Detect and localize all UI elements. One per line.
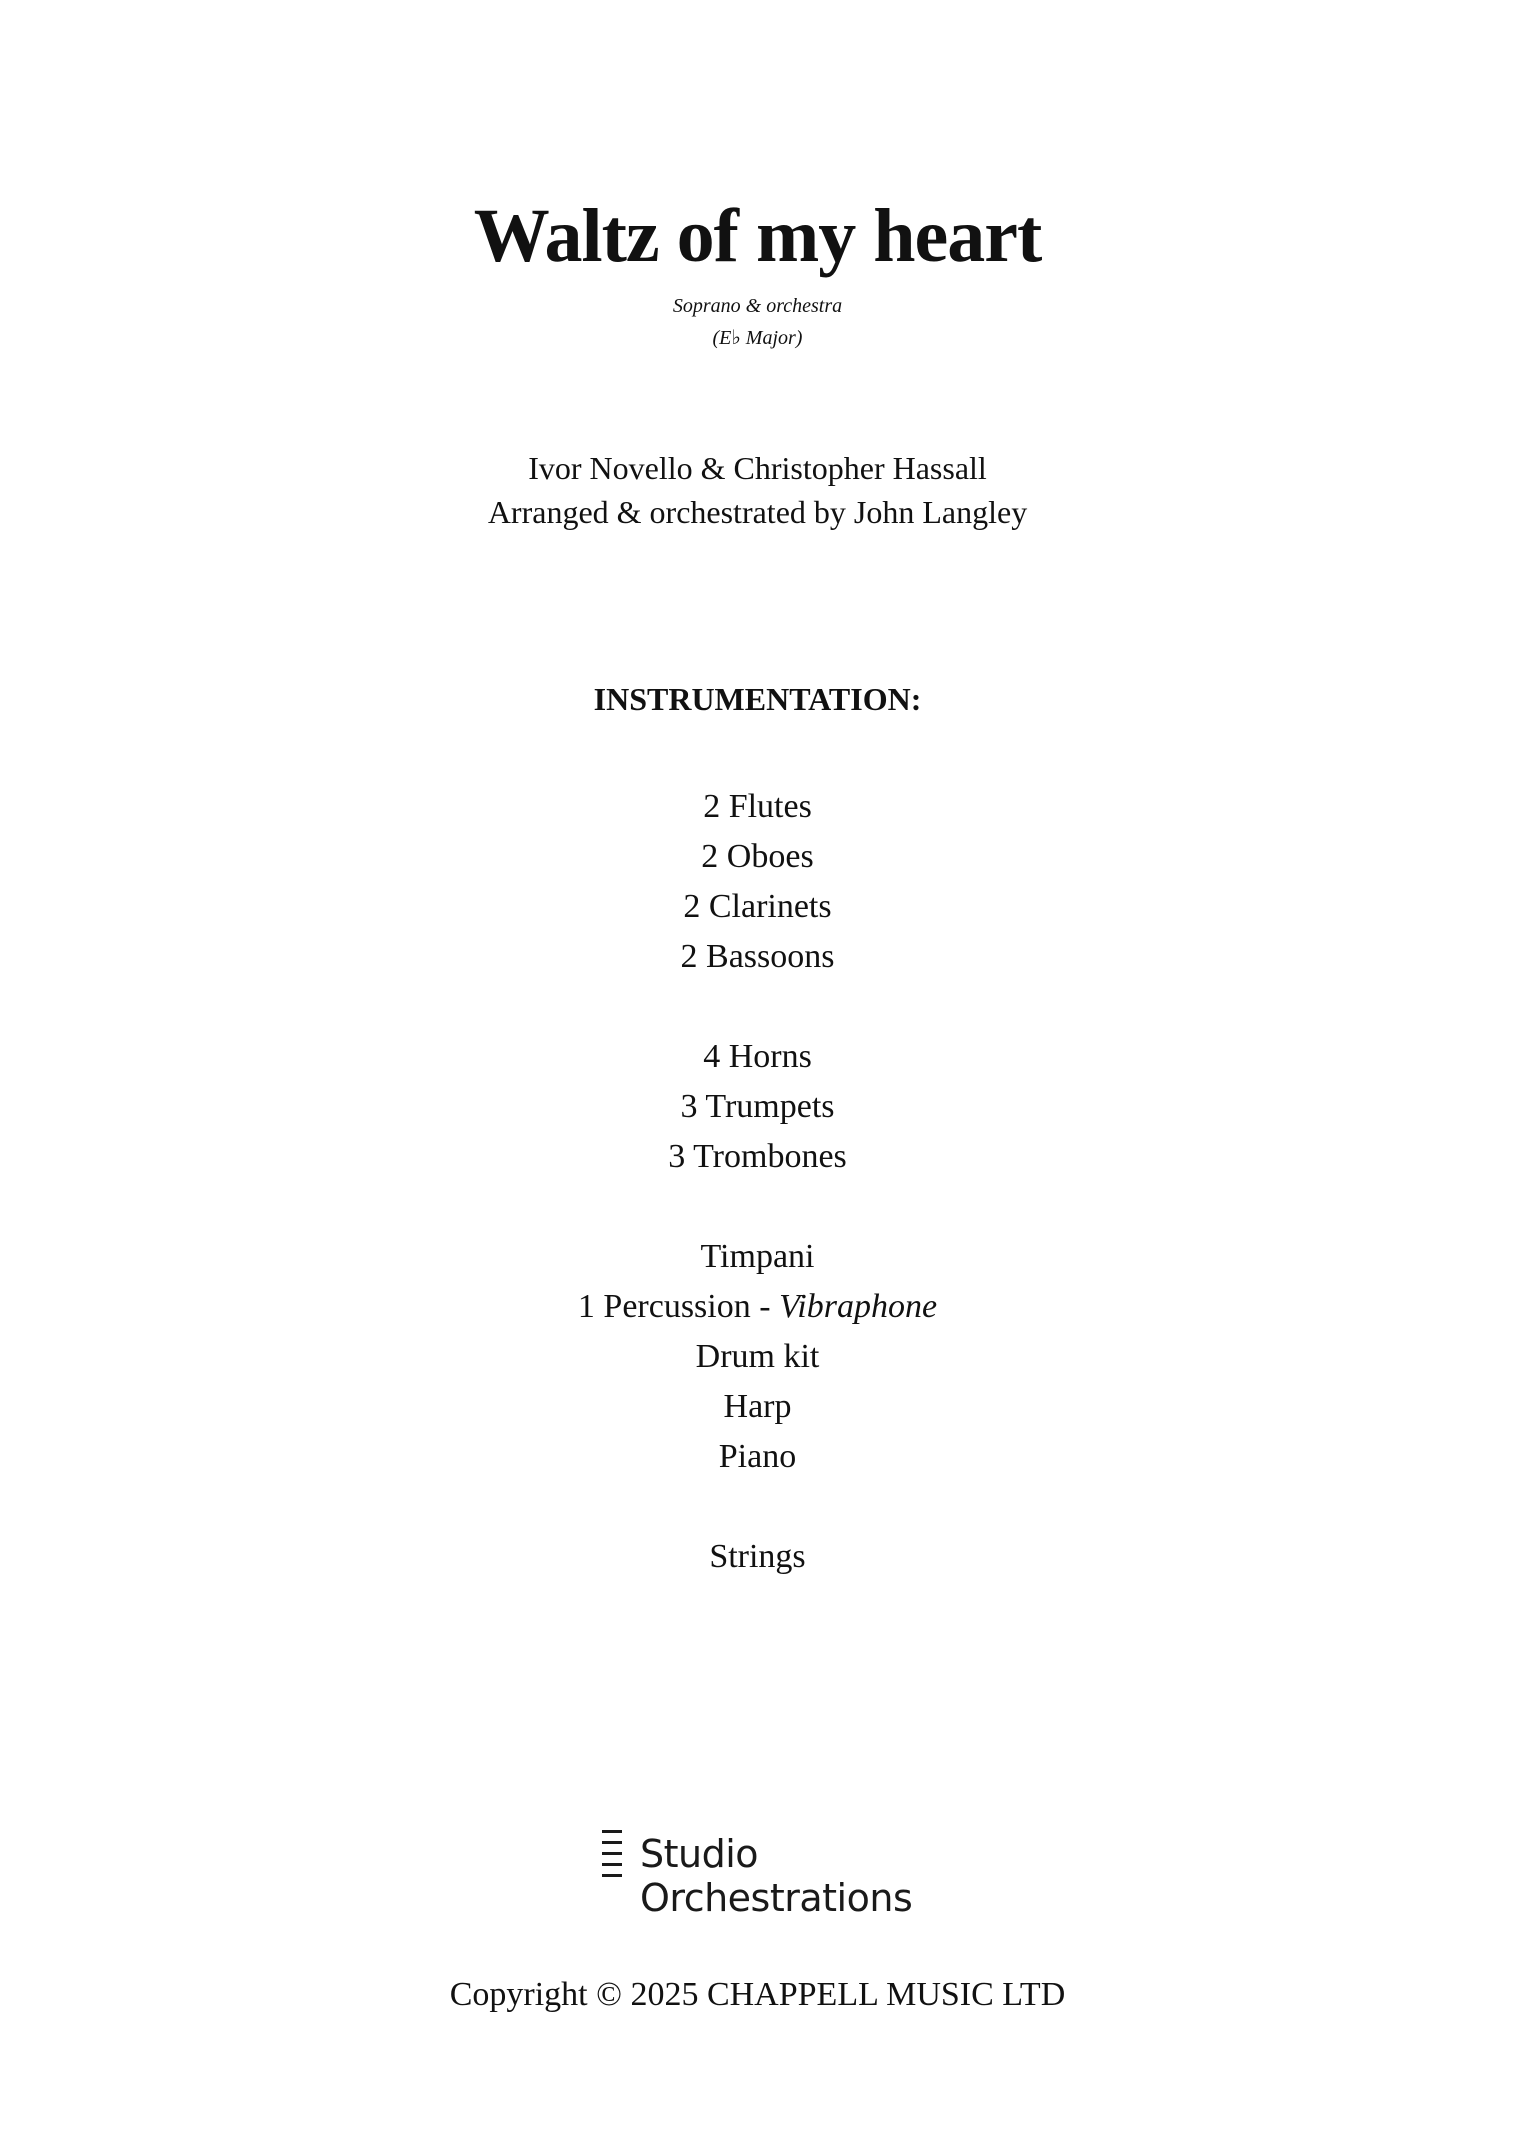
woodwinds-group [0, 782, 1515, 982]
strings-group [0, 1532, 1515, 1582]
instrument-item: Strings [709, 1538, 806, 1575]
instrument-item: Harp [723, 1388, 792, 1425]
composer-credit: Ivor Novello & Christopher Hassall [528, 450, 987, 486]
logo-line-studio: Studio [640, 1832, 759, 1876]
page-title: Waltz of my heart [473, 194, 1042, 278]
percussion-group [0, 1232, 1515, 1482]
instrument-item: 2 Clarinets [683, 888, 832, 925]
instrumentation-heading: INSTRUMENTATION: [593, 681, 922, 717]
copyright-notice: Copyright © 2025 CHAPPELL MUSIC LTD [449, 1976, 1066, 2013]
instrument-item-percussion [0, 1282, 1515, 1332]
instrument-item: 2 Oboes [701, 838, 814, 875]
subtitle-scoring: Soprano & orchestra [672, 295, 843, 317]
instrument-item: 4 Horns [703, 1038, 812, 1075]
instrument-item: Piano [718, 1438, 797, 1475]
studio-orchestrations-logo [600, 1826, 940, 1926]
instrumentation-list [0, 782, 1515, 1632]
logo-wordmark [640, 1832, 912, 1920]
brass-group [0, 1032, 1515, 1182]
arranger-credit: Arranged & orchestrated by John Langley [487, 494, 1028, 530]
instrument-item: 3 Trombones [668, 1138, 847, 1175]
instrument-item: 3 Trumpets [680, 1088, 835, 1125]
instrument-item: Timpani [700, 1238, 815, 1275]
instrument-item: 2 Bassoons [680, 938, 835, 975]
subtitle-key: (E♭ Major) [712, 327, 803, 349]
percussion-label: 1 Percussion - [577, 1288, 780, 1325]
staff-lines-icon [600, 1826, 630, 1892]
logo-line-orchestrations: Orchestrations [640, 1876, 913, 1920]
instrument-item: Drum kit [695, 1338, 820, 1375]
instrument-item: 2 Flutes [703, 788, 812, 825]
percussion-instrument: Vibraphone [779, 1288, 938, 1325]
